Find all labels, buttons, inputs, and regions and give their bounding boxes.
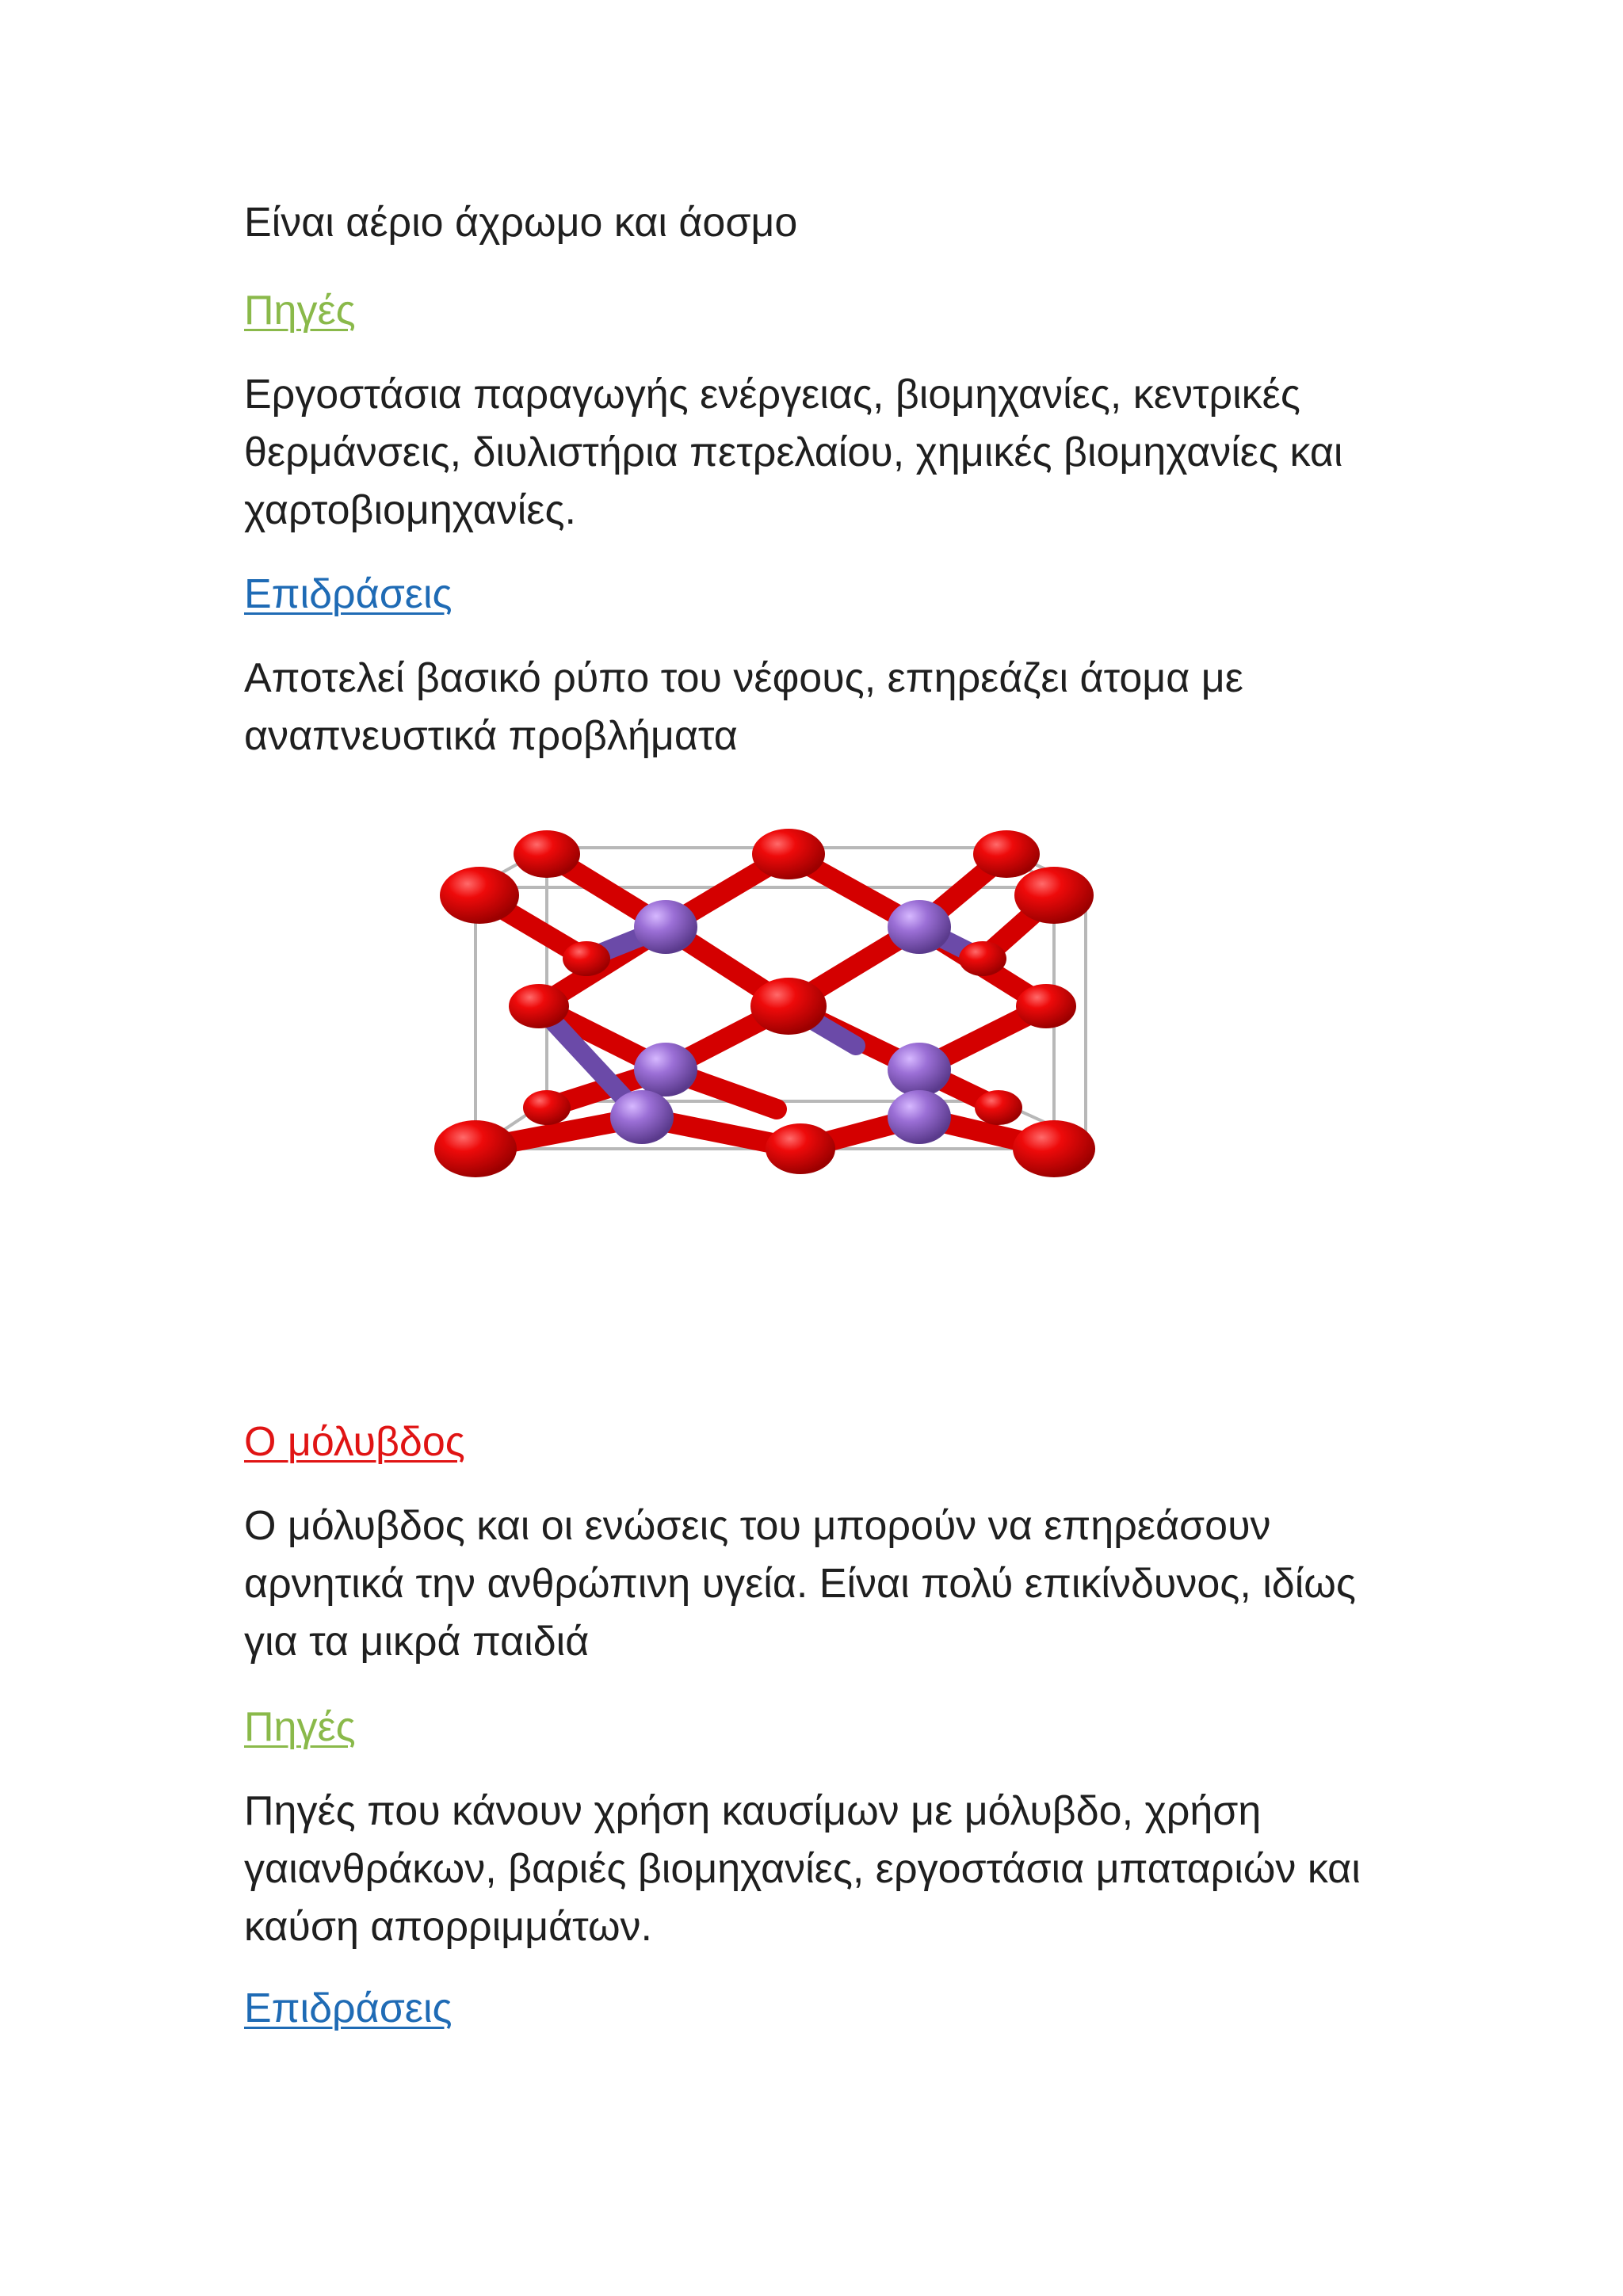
effects-text: Αποτελεί βασικό ρύπο του νέφους, επηρεάζει άτομα με αναπνευστικά προβλήματα (244, 655, 1243, 759)
intro-text: Είναι αέριο άχρωμο και άοσμο (244, 200, 798, 246)
lead-effects-heading: Επιδράσεις (244, 1985, 453, 2031)
lead-sources-heading: Πηγές (244, 1704, 356, 1750)
lead-title: Ο μόλυβδος (244, 1419, 465, 1465)
lead-intro-text: Ο μόλυβδος και οι ενώσεις του μπορούν να επηρεάσουν αρνητικά την ανθρώπινη υγεία. Είναι πολύ επικίνδυνος, ιδίως για τα μικρά παιδιά (244, 1503, 1356, 1665)
effects-heading: Επιδράσεις (244, 571, 453, 617)
lead-sources-text: Πηγές που κάνουν χρήση καυσίμων με μόλυβδο, χρήση γαιανθράκων, βαριές βιομηχανίες, εργοστάσια μπαταριών και καύση απορριμμάτων. (244, 1788, 1361, 1950)
sources-text: Εργοστάσια παραγωγής ενέργειας, βιομηχανίες, κεντρικές θερμάνσεις, διυλιστήρια πετρελαίου, χημικές βιομηχανίες και χαρτοβιομηχανίες. (244, 372, 1343, 533)
crystal-structure-image (428, 808, 1189, 1236)
sources-heading: Πηγές (244, 288, 356, 334)
